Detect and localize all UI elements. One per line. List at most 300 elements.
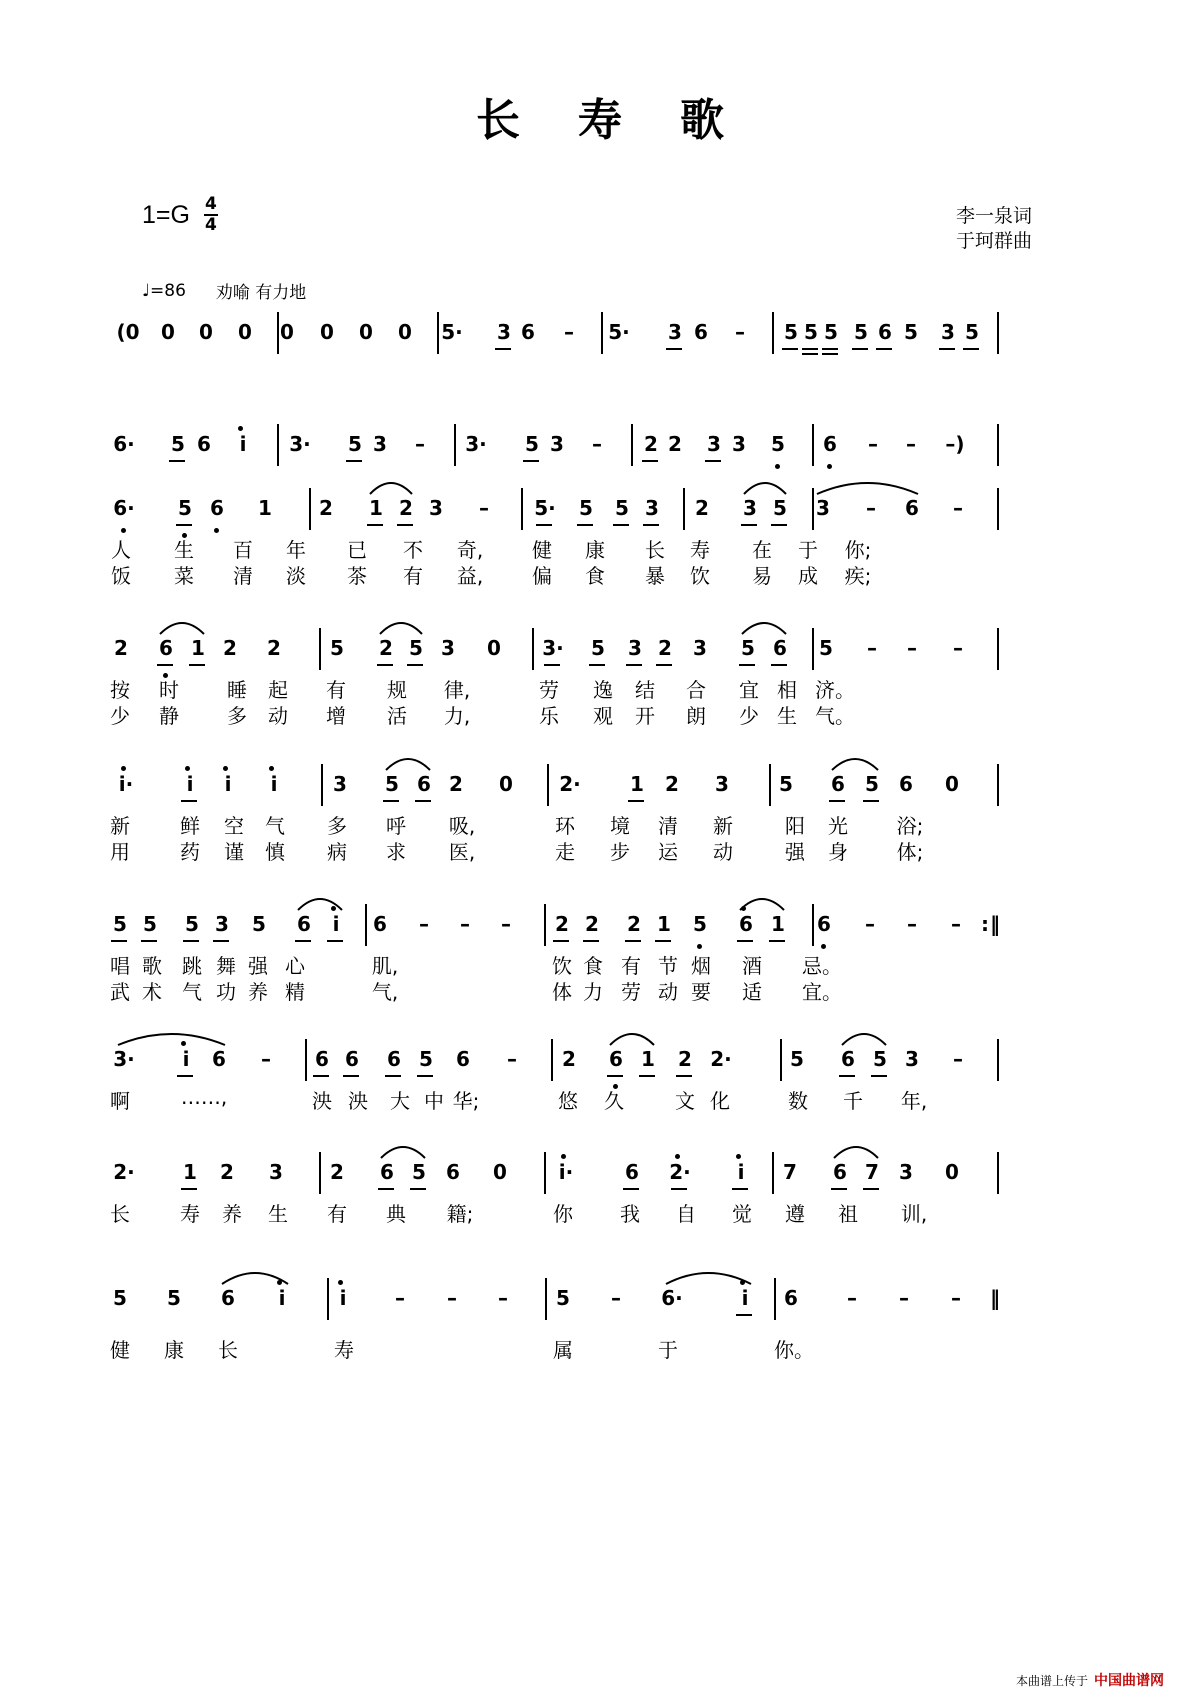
slur-arc: [370, 483, 412, 494]
lyric-syllable: 律,: [443, 678, 471, 702]
note: 5: [178, 496, 192, 520]
lyric-syllable: 合: [686, 678, 706, 702]
lyric-syllable: 功: [216, 980, 236, 1004]
note: 0: [499, 772, 513, 796]
note: 5·: [441, 320, 463, 344]
note: 3: [816, 496, 830, 520]
note: –: [261, 1047, 271, 1071]
note: –: [501, 912, 511, 936]
lyric-syllable: 我: [620, 1202, 640, 1226]
lyric-syllable: 肌,: [371, 954, 399, 978]
note: 1: [369, 496, 383, 520]
lyric-syllable: 长: [218, 1338, 238, 1362]
note: 6: [446, 1160, 460, 1184]
lyric-syllable: 寿: [180, 1202, 200, 1226]
footer-upload-text: 本曲谱上传于: [1015, 1673, 1088, 1688]
lyric-syllable: 泱: [348, 1089, 368, 1113]
lyric-syllable: 健: [110, 1338, 130, 1362]
note: 1: [771, 912, 785, 936]
note: i: [278, 1286, 286, 1310]
slur-arc: [740, 899, 784, 910]
lyric-syllable: 新: [110, 814, 130, 838]
lyric-syllable: 少: [739, 704, 759, 728]
note: 5: [615, 496, 629, 520]
note: –: [867, 636, 877, 660]
lyric-syllable: 大: [390, 1089, 410, 1113]
lyric-syllable: 动: [268, 704, 288, 728]
lyric-syllable: 有: [621, 954, 641, 978]
slur-arc: [386, 759, 430, 770]
lyric-syllable: 于: [658, 1338, 678, 1362]
note: 6: [345, 1047, 359, 1071]
note: 2: [644, 432, 658, 456]
note: 1: [191, 636, 205, 660]
lyric-syllable: 年,: [900, 1089, 928, 1113]
note: i: [737, 1160, 745, 1184]
note: 3: [645, 496, 659, 520]
note: 2: [585, 912, 599, 936]
lyric-syllable: 观: [593, 704, 613, 728]
lyric-syllable: 少: [110, 704, 130, 728]
note: 6: [878, 320, 892, 344]
lyric-syllable: 你;: [844, 538, 872, 562]
note: –: [953, 496, 963, 520]
lyric-syllable: 鲜: [180, 814, 200, 838]
note: 5: [167, 1286, 181, 1310]
note: 7: [865, 1160, 879, 1184]
note: 3: [732, 432, 746, 456]
lyric-syllable: 武: [110, 980, 130, 1004]
lyric-syllable: 力,: [443, 704, 471, 728]
note: 2·: [559, 772, 581, 796]
lyric-syllable: 光: [828, 814, 848, 838]
lyric-syllable: 典: [386, 1202, 406, 1226]
note: 0: [161, 320, 175, 344]
note: 2: [399, 496, 413, 520]
note: 5: [804, 320, 818, 344]
note: –: [735, 320, 745, 344]
note: 6: [387, 1047, 401, 1071]
lyric-syllable: 吸,: [448, 814, 476, 838]
note: 0: [199, 320, 213, 344]
note: –: [951, 1286, 961, 1310]
note: 2: [555, 912, 569, 936]
note: ‖: [990, 1286, 1000, 1310]
lyric-syllable: 饮: [552, 954, 572, 978]
lyric-syllable: 生: [174, 538, 194, 562]
lyric-syllable: 遵: [785, 1202, 805, 1226]
slur-arc: [742, 623, 786, 634]
time-denominator: 4: [205, 215, 217, 235]
lyric-syllable: 化: [710, 1089, 730, 1113]
note: 3: [215, 912, 229, 936]
note: 2·: [669, 1160, 691, 1184]
lyric-syllable: 逸: [593, 678, 613, 702]
lyric-syllable: 易: [752, 564, 772, 588]
note: 2: [562, 1047, 576, 1071]
lyric-syllable: 阳: [785, 814, 805, 838]
lyric-syllable: 文: [675, 1089, 695, 1113]
lyric-syllable: 环: [555, 814, 575, 838]
note: 2: [220, 1160, 234, 1184]
note: 5: [965, 320, 979, 344]
lyric-syllable: 饭: [111, 564, 131, 588]
note: 6: [315, 1047, 329, 1071]
note: 6: [694, 320, 708, 344]
note: 2: [267, 636, 281, 660]
note: 2: [695, 496, 709, 520]
note: –): [945, 432, 965, 456]
lyric-syllable: 烟: [691, 954, 711, 978]
note: –: [395, 1286, 405, 1310]
lyric-syllable: 走: [555, 840, 575, 864]
slur-arc: [817, 483, 918, 494]
lyric-syllable: 养: [222, 1202, 242, 1226]
note: 7: [783, 1160, 797, 1184]
lyric-syllable: 慎: [265, 840, 285, 864]
note: 1: [630, 772, 644, 796]
lyric-syllable: 药: [180, 840, 200, 864]
note: 5·: [534, 496, 556, 520]
lyric-syllable: 多: [327, 814, 347, 838]
note: 3: [693, 636, 707, 660]
lyric-syllable: 奇,: [456, 538, 484, 562]
note: 3: [715, 772, 729, 796]
note: –: [507, 1047, 517, 1071]
lyric-syllable: 长: [110, 1202, 130, 1226]
slur-arc: [834, 1147, 878, 1158]
footer: [1016, 1670, 1164, 1690]
note: ‖: [990, 912, 1000, 936]
lyric-syllable: 属: [553, 1338, 573, 1362]
lyric-syllable: 用: [110, 840, 130, 864]
slur-arc: [298, 899, 342, 910]
note: 2: [330, 1160, 344, 1184]
note: 3·: [289, 432, 311, 456]
note: 6: [456, 1047, 470, 1071]
lyric-syllable: 偏: [532, 564, 552, 588]
note: 3: [707, 432, 721, 456]
lyric-syllable: 心: [285, 954, 305, 978]
note: 6: [625, 1160, 639, 1184]
lyric-syllable: 已: [347, 538, 367, 562]
lyric-syllable: 劳: [539, 678, 559, 702]
note: 5: [591, 636, 605, 660]
note: 0: [238, 320, 252, 344]
note: –: [564, 320, 574, 344]
note: –: [479, 496, 489, 520]
lyric-syllable: 运: [658, 840, 678, 864]
lyric-syllable: 动: [713, 840, 733, 864]
lyric-syllable: 境: [610, 814, 630, 838]
note: 5: [824, 320, 838, 344]
note: 5: [330, 636, 344, 660]
slur-arc: [380, 623, 422, 634]
lyric-syllable: 成: [798, 564, 818, 588]
slur-arc: [610, 1034, 654, 1045]
lyric-syllable: 忌。: [802, 954, 842, 978]
lyric-syllable: ……,: [180, 1085, 228, 1109]
lyric-syllable: 久: [604, 1089, 624, 1113]
note: 3: [668, 320, 682, 344]
lyric-syllable: 食: [583, 954, 603, 978]
lyric-syllable: 浴;: [896, 814, 924, 838]
lyric-syllable: 睡: [227, 678, 247, 702]
lyric-syllable: 酒: [742, 954, 762, 978]
note: 0: [487, 636, 501, 660]
slur-arc: [744, 483, 786, 494]
lyric-syllable: 训,: [900, 1202, 928, 1226]
note: 0: [493, 1160, 507, 1184]
slur-arc: [381, 1147, 425, 1158]
note: 5: [771, 432, 785, 456]
note: –: [592, 432, 602, 456]
lyric-syllable: 空: [224, 814, 244, 838]
note: 5: [854, 320, 868, 344]
lyric-syllable: 康: [164, 1338, 184, 1362]
lyric-syllable: 节: [658, 954, 678, 978]
lyric-syllable: 术: [142, 980, 162, 1004]
note: 3: [941, 320, 955, 344]
slur-arc: [118, 1034, 225, 1045]
lyric-syllable: 养: [248, 980, 268, 1004]
note: 6: [739, 912, 753, 936]
note: 5: [348, 432, 362, 456]
note: 5: [865, 772, 879, 796]
time-numerator: 4: [205, 194, 217, 214]
lyric-syllable: 劳: [621, 980, 641, 1004]
note: 6: [817, 912, 831, 936]
note: 3: [497, 320, 511, 344]
lyricist: 李一泉词: [956, 205, 1033, 227]
slur-arc: [842, 1034, 886, 1045]
lyric-syllable: 宜。: [802, 980, 842, 1004]
note: 2: [379, 636, 393, 660]
note: –: [906, 432, 916, 456]
lyric-syllable: 自: [676, 1202, 696, 1226]
slur-arc: [666, 1273, 751, 1284]
lyric-syllable: 体: [552, 980, 572, 1004]
note: i: [339, 1286, 347, 1310]
note: 3: [899, 1160, 913, 1184]
note: 3·: [465, 432, 487, 456]
lyric-syllable: 茶: [347, 564, 367, 588]
note: 5: [385, 772, 399, 796]
note: 6: [833, 1160, 847, 1184]
lyric-syllable: 济。: [815, 678, 855, 702]
lyric-syllable: 益,: [456, 564, 484, 588]
lyric-syllable: 饮: [690, 564, 710, 588]
note: –: [899, 1286, 909, 1310]
note: 5: [113, 912, 127, 936]
lyric-syllable: 啊: [110, 1089, 130, 1113]
lyric-syllable: 食: [585, 564, 605, 588]
lyric-syllable: 寿: [334, 1338, 354, 1362]
lyric-syllable: 体;: [896, 840, 924, 864]
note: 2: [665, 772, 679, 796]
note: 0: [945, 772, 959, 796]
lyric-syllable: 适: [742, 980, 762, 1004]
note: 3: [905, 1047, 919, 1071]
lyric-syllable: 朗: [686, 704, 706, 728]
note: –: [865, 912, 875, 936]
lyric-syllable: 结: [635, 678, 655, 702]
note: 2: [658, 636, 672, 660]
note: –: [951, 912, 961, 936]
note: i: [332, 912, 340, 936]
note: 6: [212, 1047, 226, 1071]
lyric-syllable: 气,: [371, 980, 399, 1004]
lyric-syllable: 长: [645, 538, 665, 562]
note: 6: [380, 1160, 394, 1184]
note: 2: [114, 636, 128, 660]
slur-arc: [222, 1273, 288, 1284]
lyric-syllable: 病: [327, 840, 347, 864]
lyric-syllable: 清: [658, 814, 678, 838]
note: 1: [183, 1160, 197, 1184]
lyric-syllable: 动: [658, 980, 678, 1004]
note: 5: [784, 320, 798, 344]
note: 5: [525, 432, 539, 456]
note: i: [224, 772, 232, 796]
note: –: [611, 1286, 621, 1310]
lyric-syllable: 按: [110, 678, 130, 702]
note: 5: [904, 320, 918, 344]
note: i·: [558, 1160, 574, 1184]
lyric-syllable: 开: [635, 704, 655, 728]
lyric-syllable: 宜: [739, 678, 759, 702]
note: 6: [899, 772, 913, 796]
note: –: [498, 1286, 508, 1310]
site-logo: 中国曲谱网: [1094, 1673, 1164, 1689]
note: 0: [359, 320, 373, 344]
lyric-syllable: 谨: [224, 840, 244, 864]
lyric-syllable: 籍;: [446, 1202, 474, 1226]
note: –: [460, 912, 470, 936]
note: 5: [252, 912, 266, 936]
lyric-syllable: 悠: [558, 1089, 578, 1113]
note: 3: [269, 1160, 283, 1184]
note: i: [270, 772, 278, 796]
lyric-syllable: 有: [326, 678, 346, 702]
note: 1: [641, 1047, 655, 1071]
lyric-syllable: 相: [777, 678, 797, 702]
note: 6: [823, 432, 837, 456]
note: i: [239, 432, 247, 456]
note: –: [419, 912, 429, 936]
tempo-mark: ♩=86: [142, 280, 186, 301]
note: –: [866, 496, 876, 520]
note: 5: [419, 1047, 433, 1071]
note: 2: [319, 496, 333, 520]
lyric-syllable: 强: [248, 954, 268, 978]
lyric-syllable: 规: [387, 678, 407, 702]
note: 6: [831, 772, 845, 796]
note: 5: [556, 1286, 570, 1310]
note: 2: [678, 1047, 692, 1071]
note: –: [847, 1286, 857, 1310]
note: 5: [409, 636, 423, 660]
note: 6: [905, 496, 919, 520]
note: –: [907, 636, 917, 660]
note: 6·: [661, 1286, 683, 1310]
note: 3: [441, 636, 455, 660]
note: 3·: [542, 636, 564, 660]
note: 6·: [113, 432, 135, 456]
note: 2: [449, 772, 463, 796]
lyric-syllable: 静: [159, 704, 179, 728]
note: 3: [429, 496, 443, 520]
note: (0: [116, 320, 140, 344]
note: 6·: [113, 496, 135, 520]
note: 6: [784, 1286, 798, 1310]
lyric-syllable: 康: [585, 538, 605, 562]
note: 2: [223, 636, 237, 660]
note: –: [953, 1047, 963, 1071]
note: 3: [373, 432, 387, 456]
note: –: [447, 1286, 457, 1310]
note: 2: [668, 432, 682, 456]
note: 3: [743, 496, 757, 520]
note: 0: [280, 320, 294, 344]
note: 6: [609, 1047, 623, 1071]
lyric-syllable: 疾;: [844, 564, 872, 588]
note: 5: [185, 912, 199, 936]
lyric-syllable: 泱: [312, 1089, 332, 1113]
note: i·: [118, 772, 134, 796]
lyric-syllable: 气。: [815, 704, 855, 728]
lyric-syllable: 强: [785, 840, 805, 864]
note: –: [868, 432, 878, 456]
note: 6: [210, 496, 224, 520]
lyric-syllable: 于: [798, 538, 818, 562]
lyric-syllable: 气: [265, 814, 285, 838]
note: 3: [628, 636, 642, 660]
composer: 于珂群曲: [956, 230, 1033, 252]
note: 5: [579, 496, 593, 520]
slur-arc: [832, 759, 878, 770]
note: 6: [841, 1047, 855, 1071]
note: 5: [693, 912, 707, 936]
note: 6: [417, 772, 431, 796]
lyric-syllable: 百: [233, 538, 253, 562]
note: 5: [790, 1047, 804, 1071]
lyric-syllable: 舞: [216, 954, 236, 978]
note: 5: [873, 1047, 887, 1071]
lyric-syllable: 祖: [838, 1202, 858, 1226]
note: 5: [741, 636, 755, 660]
note: 6: [297, 912, 311, 936]
note: 0: [320, 320, 334, 344]
lyric-syllable: 唱: [110, 954, 130, 978]
note: 5: [412, 1160, 426, 1184]
note: –: [907, 912, 917, 936]
lyric-syllable: 增: [326, 704, 346, 728]
lyric-syllable: 有: [327, 1202, 347, 1226]
lyric-syllable: 人: [111, 538, 131, 562]
note: 1: [258, 496, 272, 520]
note: 2·: [710, 1047, 732, 1071]
note: 5: [143, 912, 157, 936]
note: 6: [159, 636, 173, 660]
note: 3: [333, 772, 347, 796]
lyric-syllable: 寿: [690, 538, 710, 562]
lyric-syllable: 生: [777, 704, 797, 728]
note: 0: [398, 320, 412, 344]
note: i: [182, 1047, 190, 1071]
lyric-syllable: 医,: [448, 840, 476, 864]
note: :: [981, 912, 989, 936]
